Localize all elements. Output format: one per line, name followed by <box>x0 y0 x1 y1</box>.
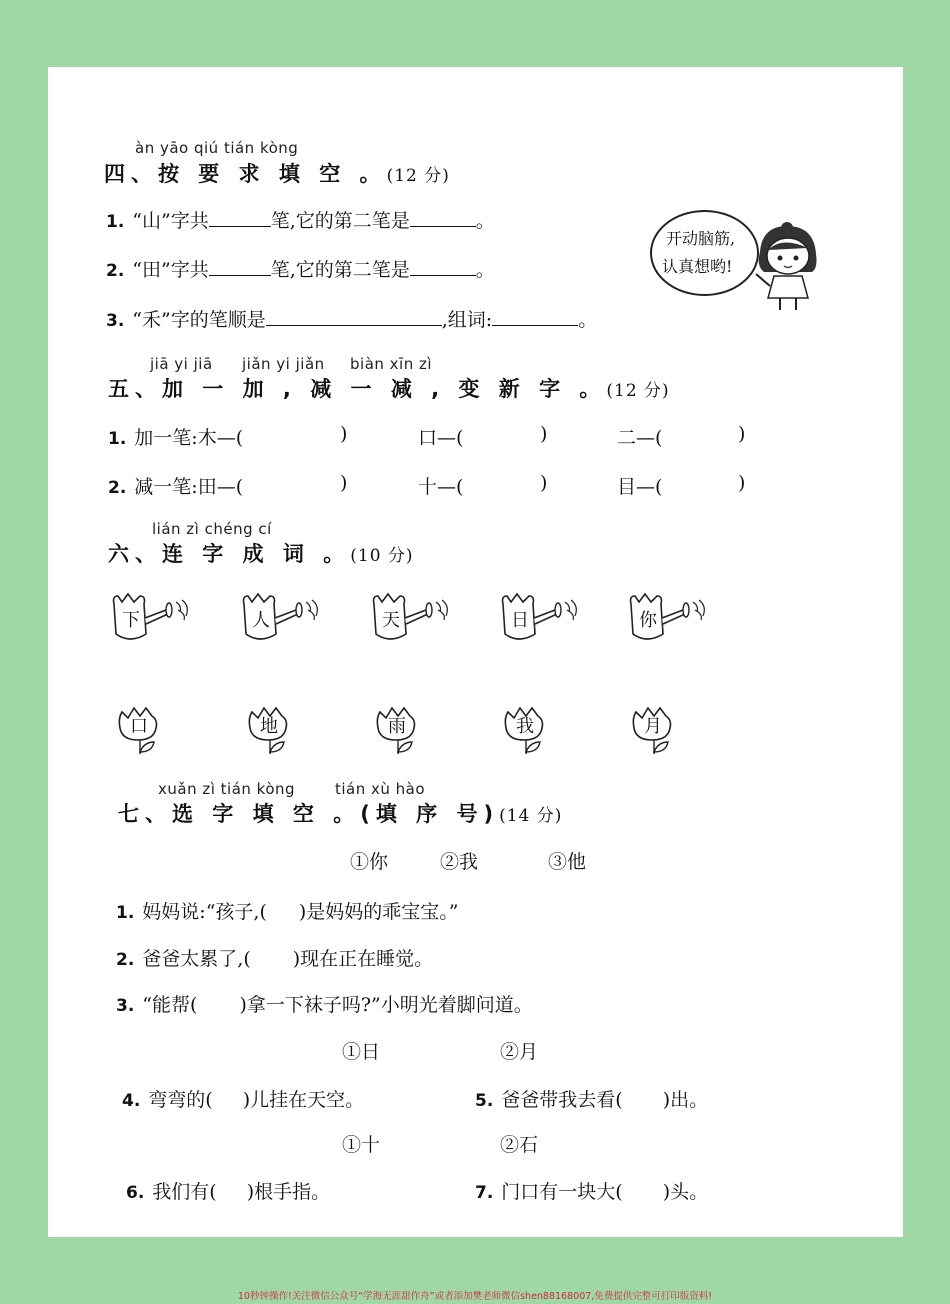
flower-5[interactable] <box>630 704 680 760</box>
close-paren: ) <box>340 423 348 445</box>
flower-1[interactable] <box>116 704 166 760</box>
answer-blank[interactable] <box>410 208 476 227</box>
close-paren: ) <box>340 472 348 494</box>
footer-note: 10秒钟操作!关注微信公众号“学海无涯甜作舟”或者添加樊老师微信shen88168007,免费提供完整可打印版资料! <box>237 1291 713 1302</box>
section7-title: 七、选 字 填 空 。(填 序 号)(14 分) <box>118 802 563 826</box>
close-paren: ) <box>738 423 746 445</box>
speech-bubble: 开动脑筋, 认真想哟! <box>650 210 759 296</box>
flower-character: 地 <box>260 716 278 737</box>
section6-title: 六、连 字 成 词 。(10 分) <box>108 542 414 566</box>
s7-question-1: 1. 妈妈说:“孩子,( )是妈妈的乖宝宝。” <box>116 901 459 923</box>
can-character: 日 <box>511 610 529 631</box>
s7-question-2: 2. 爸爸太累了,( )现在正在睡觉。 <box>116 948 434 970</box>
s5-row-2-item-3: 目—( <box>617 476 663 498</box>
section7-pinyin-1: xuǎn zì tián kòng <box>158 780 296 798</box>
section4-title: 四、按 要 求 填 空 。(12 分) <box>104 162 450 186</box>
option-ri: ①日 <box>342 1041 381 1063</box>
watering-can-5[interactable] <box>625 590 717 650</box>
s7-question-4: 4. 弯弯的( )儿挂在天空。 <box>122 1089 365 1111</box>
can-character: 人 <box>252 610 270 631</box>
close-paren: ) <box>540 472 548 494</box>
answer-blank[interactable] <box>266 307 442 326</box>
option-shi-ten: ①十 <box>342 1134 381 1156</box>
section5-title: 五、加 一 加 , 减 一 减 , 变 新 字 。(12 分) <box>108 377 670 401</box>
s4-question-3: 3. “禾”字的笔顺是 ,组词: 。 <box>106 309 598 331</box>
s4-question-2: 2. “田”字共 笔,它的第二笔是 。 <box>106 259 495 281</box>
section5-pinyin-3: biàn xīn zì <box>350 355 433 373</box>
option-ta: ③他 <box>548 851 587 873</box>
flower-character: 口 <box>130 716 148 737</box>
s5-row-1-label: 1. 加一笔:木—( <box>108 427 244 449</box>
s7-question-5: 5. 爸爸带我去看( )出。 <box>475 1089 709 1111</box>
close-paren: ) <box>738 472 746 494</box>
flower-4[interactable] <box>502 704 552 760</box>
flower-character: 我 <box>516 716 534 737</box>
can-character: 天 <box>382 610 400 631</box>
s5-row-1-item-3: 二—( <box>617 427 663 449</box>
answer-blank[interactable] <box>410 257 476 276</box>
answer-blank[interactable] <box>492 307 578 326</box>
flower-character: 月 <box>644 716 662 737</box>
section6-pinyin: lián zì chéng cí <box>152 520 272 538</box>
cartoon-girl-icon <box>752 222 822 314</box>
s7-question-6: 6. 我们有( )根手指。 <box>126 1181 331 1203</box>
s5-row-2-label: 2. 减一笔:田—( <box>108 476 244 498</box>
option-shi-stone: ②石 <box>500 1134 539 1156</box>
s7-question-7: 7. 门口有一块大( )头。 <box>475 1181 709 1203</box>
flower-character: 雨 <box>388 716 406 737</box>
watering-can-1[interactable] <box>108 590 200 650</box>
answer-blank[interactable] <box>209 257 271 276</box>
flower-2[interactable] <box>246 704 296 760</box>
s5-row-1-item-2: 口—( <box>418 427 464 449</box>
watering-can-3[interactable] <box>368 590 460 650</box>
watering-can-2[interactable] <box>238 590 330 650</box>
close-paren: ) <box>540 423 548 445</box>
section4-pinyin: àn yāo qiú tián kòng <box>135 139 299 157</box>
can-character: 你 <box>639 610 657 631</box>
answer-blank[interactable] <box>209 208 271 227</box>
flower-3[interactable] <box>374 704 424 760</box>
option-wo: ②我 <box>440 851 479 873</box>
can-character: 下 <box>122 610 140 631</box>
section5-pinyin-2: jiǎn yi jiǎn <box>242 355 325 373</box>
s4-question-1: 1. “山”字共 笔,它的第二笔是 。 <box>106 210 495 232</box>
s5-row-2-item-2: 十—( <box>418 476 464 498</box>
s7-question-3: 3. “能帮( )拿一下袜子吗?”小明光着脚问道。 <box>116 994 533 1016</box>
option-yue: ②月 <box>500 1041 539 1063</box>
section5-pinyin-1: jiā yi jiā <box>150 355 213 373</box>
watering-can-4[interactable] <box>497 590 589 650</box>
option-ni: ①你 <box>350 851 389 873</box>
section7-pinyin-2: tián xù hào <box>335 780 426 798</box>
